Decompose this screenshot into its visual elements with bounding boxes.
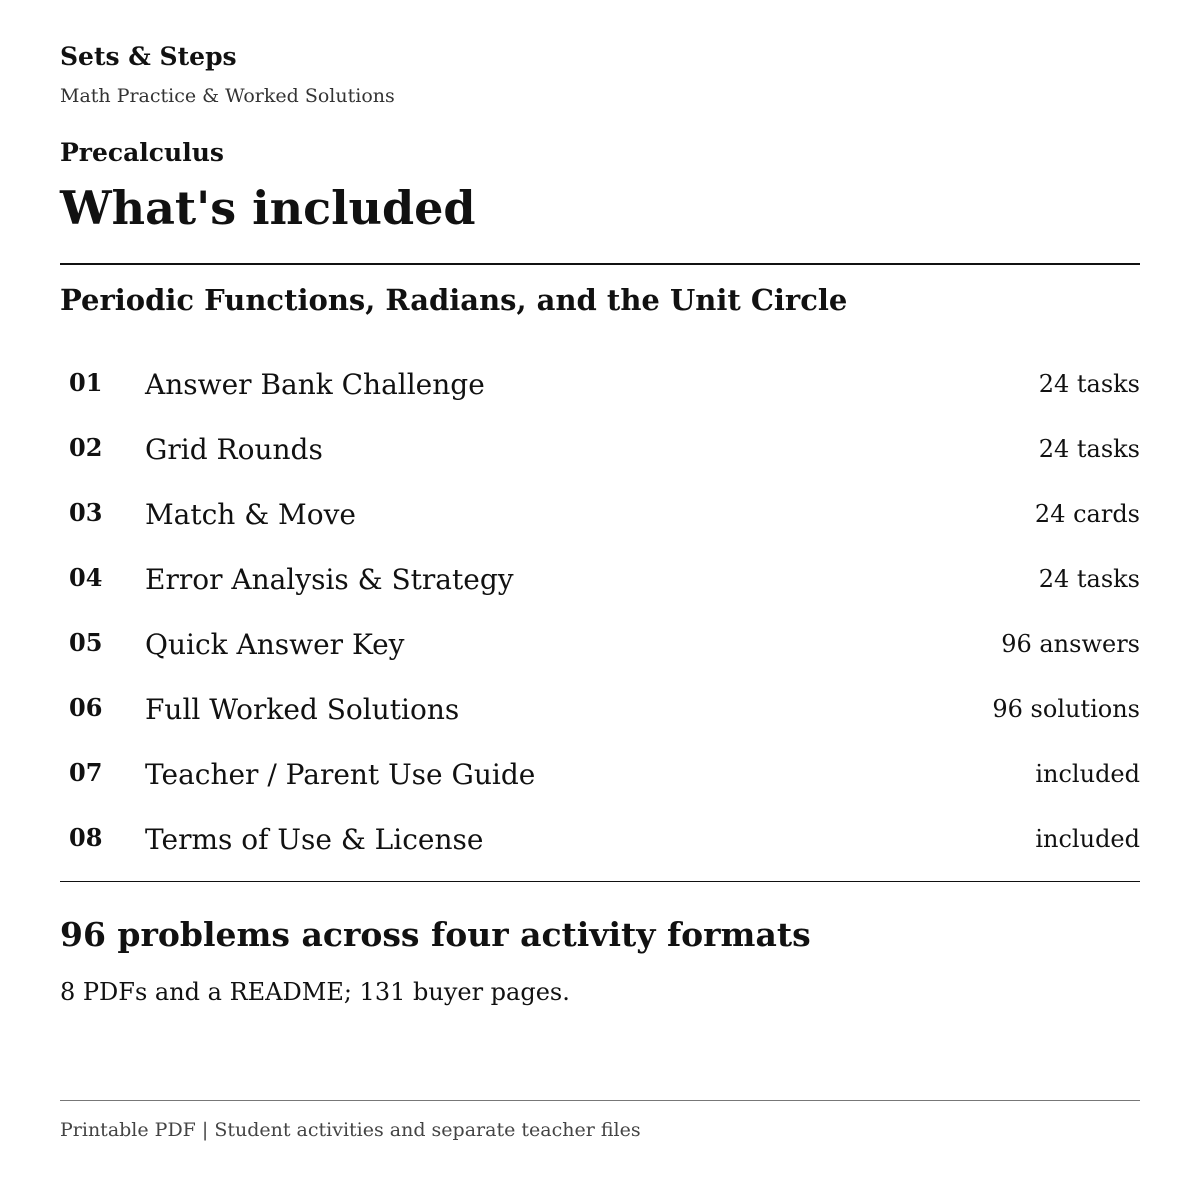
item-title: Full Worked Solutions [145,693,460,726]
contents-row [60,353,1140,418]
summary-note: 8 PDFs and a README; 131 buyer pages. [60,978,570,1006]
summary-headline: 96 problems across four activity formats [60,915,811,954]
page-title: What's included [60,181,476,235]
item-number: 02 [69,433,103,462]
item-count: 96 solutions [992,695,1140,723]
contents-divider [60,881,1140,882]
footer-divider [60,1100,1140,1101]
document-page [60,0,1140,1200]
item-title: Terms of Use & License [145,823,484,856]
item-count: 24 tasks [1038,370,1140,398]
item-count: included [1035,825,1140,853]
item-number: 05 [69,628,103,657]
contents-row [60,548,1140,613]
contents-row [60,483,1140,548]
contents-row [60,678,1140,743]
contents-row [60,613,1140,678]
item-count: 24 tasks [1038,565,1140,593]
item-count: 24 cards [1034,500,1140,528]
contents-list [60,353,1140,873]
item-count: 96 answers [1001,630,1140,658]
header-divider [60,263,1140,265]
brand-name: Sets & Steps [60,42,237,71]
item-number: 03 [69,498,103,527]
contents-row [60,808,1140,873]
brand-tagline: Math Practice & Worked Solutions [60,85,395,107]
item-number: 08 [69,823,103,852]
contents-row [60,743,1140,808]
footer-text: Printable PDF | Student activities and separate teacher files [60,1119,641,1141]
item-title: Error Analysis & Strategy [145,563,514,596]
item-title: Teacher / Parent Use Guide [145,758,536,791]
subject-label: Precalculus [60,138,224,167]
item-count: 24 tasks [1038,435,1140,463]
item-title: Answer Bank Challenge [145,368,485,401]
item-number: 07 [69,758,103,787]
item-count: included [1035,760,1140,788]
item-title: Match & Move [145,498,356,531]
item-number: 01 [69,368,103,397]
section-title: Periodic Functions, Radians, and the Unit Circle [60,283,848,317]
item-title: Quick Answer Key [145,628,405,661]
item-number: 04 [69,563,103,592]
item-number: 06 [69,693,103,722]
contents-row [60,418,1140,483]
item-title: Grid Rounds [145,433,323,466]
